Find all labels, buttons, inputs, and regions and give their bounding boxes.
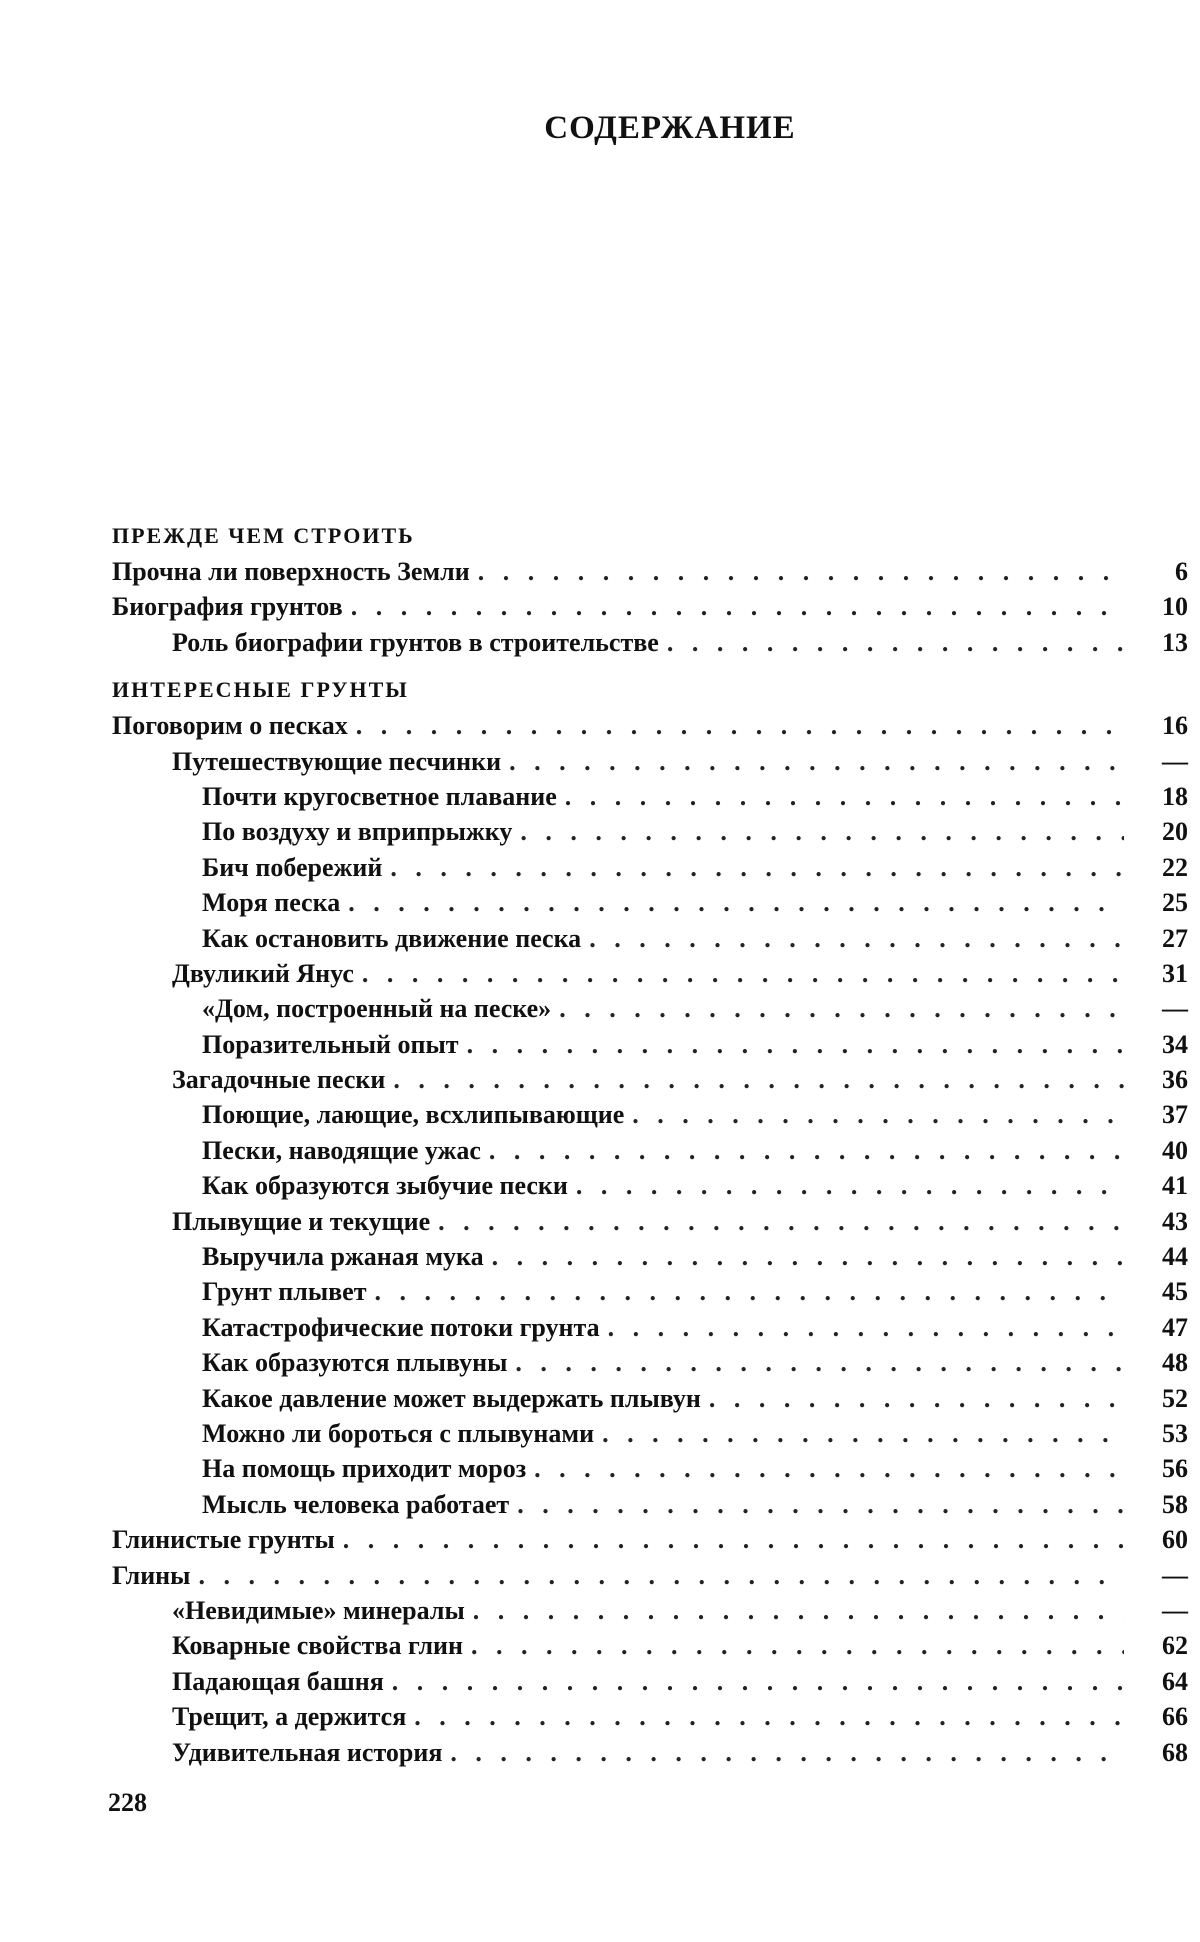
toc-entry-title: Как остановить движение песка bbox=[202, 923, 582, 953]
toc-entry[interactable] bbox=[112, 1133, 1188, 1168]
toc-entry-page: 31 bbox=[1162, 958, 1188, 988]
toc-entry-title: Путешествующие песчинки bbox=[172, 746, 502, 776]
toc-entry[interactable] bbox=[112, 1699, 1188, 1734]
toc-entry-title: Поющие, лающие, всхлипывающие bbox=[202, 1100, 625, 1130]
dot-leader bbox=[471, 1628, 1124, 1663]
dot-leader bbox=[348, 885, 1124, 920]
dot-leader bbox=[450, 1735, 1124, 1770]
toc-entry-page: 27 bbox=[1162, 923, 1188, 953]
toc-entry[interactable] bbox=[112, 885, 1188, 920]
dot-leader bbox=[478, 554, 1124, 589]
toc-entry-page: 56 bbox=[1162, 1454, 1188, 1484]
toc-entry-title: Падающая башня bbox=[172, 1666, 384, 1696]
toc-entry-page: — bbox=[1162, 1560, 1188, 1590]
toc-entry[interactable] bbox=[112, 1345, 1188, 1380]
toc-entry-title: «Дом, построенный на песке» bbox=[202, 994, 552, 1024]
toc-entry-title: Катастрофические потоки грунта bbox=[202, 1312, 600, 1342]
toc-entry[interactable] bbox=[112, 779, 1188, 814]
toc-entry[interactable] bbox=[112, 1168, 1188, 1203]
toc-entry-title: Поразительный опыт bbox=[202, 1029, 459, 1059]
toc-entry-title: Биография грунтов bbox=[112, 592, 343, 622]
toc-entry[interactable] bbox=[112, 1522, 1188, 1557]
toc-entry[interactable] bbox=[112, 991, 1188, 1026]
toc-entry[interactable] bbox=[112, 625, 1188, 660]
toc-entry-title: Глинистые грунты bbox=[112, 1525, 335, 1555]
toc-entry-page: 41 bbox=[1162, 1171, 1188, 1201]
dot-leader bbox=[351, 589, 1124, 624]
toc-entry-page: 10 bbox=[1162, 592, 1188, 622]
toc-entry[interactable] bbox=[112, 589, 1188, 624]
toc-entry-title: Загадочные пески bbox=[172, 1065, 386, 1095]
dot-leader bbox=[515, 1345, 1124, 1380]
toc-entry-page: 20 bbox=[1162, 817, 1188, 847]
table-of-contents bbox=[112, 518, 1188, 1770]
dot-leader bbox=[589, 921, 1124, 956]
toc-entry-title: Пески, наводящие ужас bbox=[202, 1135, 481, 1165]
toc-entry-page: — bbox=[1162, 746, 1188, 776]
toc-entry-title: Бич побережий bbox=[202, 852, 383, 882]
toc-entry-title: На помощь приходит мороз bbox=[202, 1454, 527, 1484]
toc-entry-page: — bbox=[1162, 1595, 1188, 1625]
toc-entry[interactable] bbox=[112, 1628, 1188, 1663]
toc-entry[interactable] bbox=[112, 956, 1188, 991]
toc-entry-title: Как образуются плывуны bbox=[202, 1348, 508, 1378]
dot-leader bbox=[393, 1062, 1124, 1097]
dot-leader bbox=[602, 1416, 1124, 1451]
toc-entry-page: 66 bbox=[1162, 1702, 1188, 1732]
toc-entry-title: Удивительная история bbox=[172, 1737, 443, 1767]
dot-leader bbox=[517, 1487, 1124, 1522]
toc-entry-title: Глины bbox=[112, 1560, 191, 1590]
toc-entry-page: 47 bbox=[1162, 1312, 1188, 1342]
toc-entry-title: Плывущие и текущие bbox=[172, 1206, 431, 1236]
toc-entry-title: Как образуются зыбучие пески bbox=[202, 1171, 568, 1201]
toc-entry[interactable] bbox=[112, 1204, 1188, 1239]
toc-entry-page: 22 bbox=[1162, 852, 1188, 882]
dot-leader bbox=[375, 1274, 1125, 1309]
toc-entry[interactable] bbox=[112, 1310, 1188, 1345]
toc-entry[interactable] bbox=[112, 1735, 1188, 1770]
toc-entry[interactable] bbox=[112, 1062, 1188, 1097]
toc-entry-title: По воздуху и вприпрыжку bbox=[202, 817, 513, 847]
dot-leader bbox=[709, 1381, 1124, 1416]
toc-entry-title: Мысль человека работает bbox=[202, 1489, 510, 1519]
toc-entry[interactable] bbox=[112, 921, 1188, 956]
toc-entry-title: Поговорим о песках bbox=[112, 711, 348, 741]
section-heading: ИНТЕРЕСНЫЕ ГРУНТЫ bbox=[112, 677, 409, 703]
toc-entry-page: 52 bbox=[1162, 1383, 1188, 1413]
toc-entry[interactable] bbox=[112, 1416, 1188, 1451]
toc-entry[interactable] bbox=[112, 1487, 1188, 1522]
dot-leader bbox=[414, 1699, 1124, 1734]
toc-entry[interactable] bbox=[112, 708, 1188, 743]
toc-entry-page: 44 bbox=[1162, 1242, 1188, 1272]
toc-entry-page: 62 bbox=[1162, 1631, 1188, 1661]
toc-entry-page: 60 bbox=[1162, 1525, 1188, 1555]
toc-entry-title: Коварные свойства глин bbox=[172, 1631, 464, 1661]
toc-entry[interactable] bbox=[112, 554, 1188, 589]
toc-entry[interactable] bbox=[112, 1593, 1188, 1628]
toc-entry-page: 40 bbox=[1162, 1135, 1188, 1165]
toc-entry-title: Выручила ржаная мука bbox=[202, 1242, 484, 1272]
dot-leader bbox=[343, 1522, 1124, 1557]
toc-entry[interactable] bbox=[112, 744, 1188, 779]
dot-leader bbox=[559, 991, 1124, 1026]
toc-entry-page: 68 bbox=[1162, 1737, 1188, 1767]
toc-entry-page: 25 bbox=[1162, 888, 1188, 918]
toc-entry-page: 43 bbox=[1162, 1206, 1188, 1236]
toc-entry-title: Прочна ли поверхность Земли bbox=[112, 557, 470, 586]
dot-leader bbox=[608, 1310, 1124, 1345]
toc-entry[interactable] bbox=[112, 1451, 1188, 1486]
dot-leader bbox=[534, 1451, 1124, 1486]
toc-entry-page: 48 bbox=[1162, 1348, 1188, 1378]
toc-entry-page: 53 bbox=[1162, 1418, 1188, 1448]
dot-leader bbox=[198, 1558, 1124, 1593]
dot-leader bbox=[467, 1027, 1124, 1062]
dot-leader bbox=[392, 1664, 1124, 1699]
toc-entry-page: 34 bbox=[1162, 1029, 1188, 1059]
dot-leader bbox=[492, 1239, 1124, 1274]
dot-leader bbox=[489, 1133, 1124, 1168]
toc-entry-title: Двуликий Янус bbox=[172, 958, 354, 988]
dot-leader bbox=[362, 956, 1124, 991]
toc-entry[interactable] bbox=[112, 1027, 1188, 1062]
toc-entry-title: Какое давление может выдержать плывун bbox=[202, 1383, 701, 1413]
dot-leader bbox=[356, 708, 1124, 743]
toc-entry[interactable] bbox=[112, 1239, 1188, 1274]
toc-entry-page: 64 bbox=[1162, 1666, 1188, 1696]
section-heading: ПРЕЖДЕ ЧЕМ СТРОИТЬ bbox=[112, 523, 415, 548]
dot-leader bbox=[565, 779, 1124, 814]
toc-entry[interactable] bbox=[112, 1097, 1188, 1132]
toc-entry-page: 16 bbox=[1162, 711, 1188, 741]
toc-entry-title: Трещит, а держится bbox=[172, 1702, 407, 1732]
dot-leader bbox=[390, 850, 1124, 885]
toc-entry-page: 58 bbox=[1162, 1489, 1188, 1519]
dot-leader bbox=[438, 1204, 1124, 1239]
toc-entry-page: 37 bbox=[1162, 1100, 1188, 1130]
page-number: 228 bbox=[108, 1788, 147, 1817]
dot-leader bbox=[576, 1168, 1124, 1203]
dot-leader bbox=[632, 1097, 1124, 1132]
page-title: СОДЕРЖАНИЕ bbox=[544, 110, 796, 146]
toc-entry-title: Грунт плывет bbox=[202, 1277, 367, 1307]
toc-entry-title: Моря песка bbox=[202, 888, 341, 918]
toc-entry-page: 6 bbox=[1175, 557, 1188, 586]
toc-entry-title: Можно ли бороться с плывунами bbox=[202, 1418, 595, 1448]
toc-entry-title: «Невидимые» минералы bbox=[172, 1595, 465, 1625]
dot-leader bbox=[667, 625, 1124, 660]
toc-entry-page: — bbox=[1162, 994, 1188, 1024]
toc-entry[interactable] bbox=[112, 1664, 1188, 1699]
dot-leader bbox=[520, 814, 1124, 849]
toc-entry-page: 18 bbox=[1162, 781, 1188, 811]
toc-entry-title: Роль биографии грунтов в строительстве bbox=[172, 627, 659, 657]
toc-entry[interactable] bbox=[112, 1274, 1188, 1309]
toc-entry[interactable] bbox=[112, 814, 1188, 849]
toc-entry[interactable] bbox=[112, 1558, 1188, 1593]
toc-entry[interactable] bbox=[112, 850, 1188, 885]
dot-leader bbox=[509, 744, 1124, 779]
toc-entry[interactable] bbox=[112, 1381, 1188, 1416]
toc-entry-title: Почти кругосветное плавание bbox=[202, 781, 557, 811]
dot-leader bbox=[473, 1593, 1124, 1628]
toc-entry-page: 13 bbox=[1162, 627, 1188, 657]
toc-entry-page: 36 bbox=[1162, 1065, 1188, 1095]
toc-entry-page: 45 bbox=[1162, 1277, 1188, 1307]
